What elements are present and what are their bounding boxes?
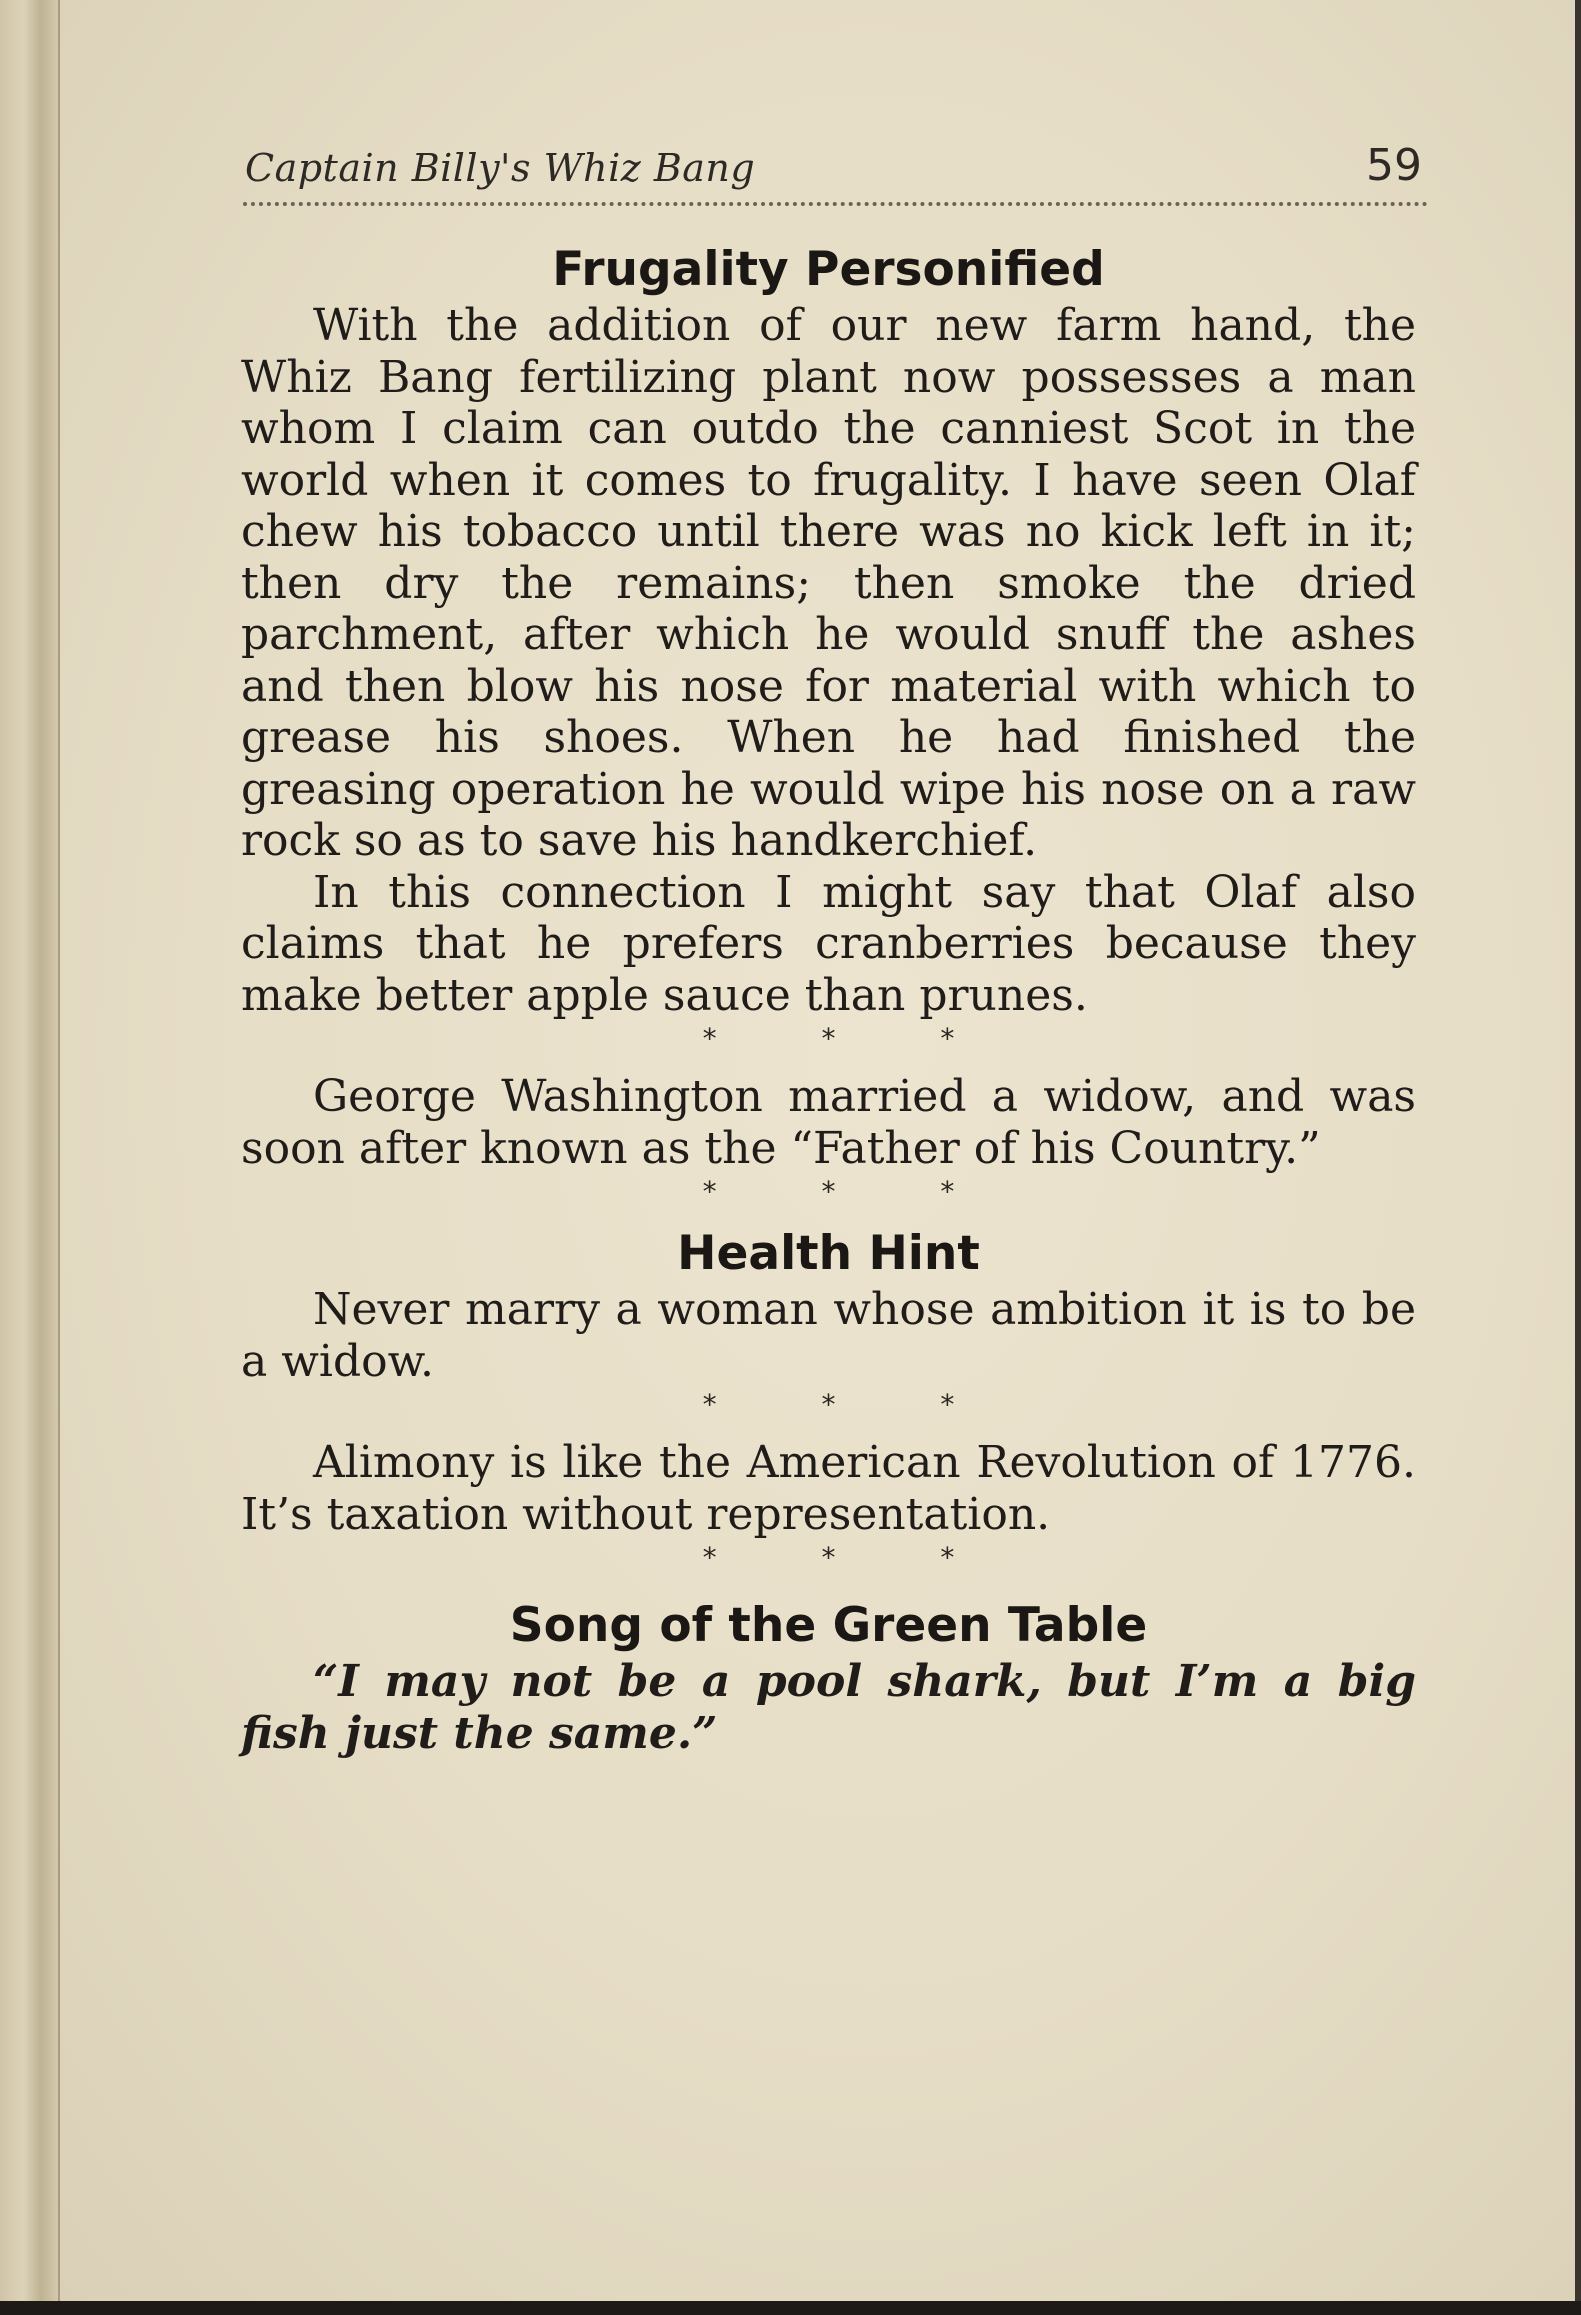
spacer — [241, 1423, 1416, 1437]
spacer — [241, 1576, 1416, 1596]
paragraph-frugality-1: With the addition of our new farm hand, the Whiz Bang fertilizing plant now possesses a man whom I claim can outdo the canniest Scot in the world when it comes to frugality. I have seen Olaf chew his tobacco until there was no kick left in it; then dry the remains; then smoke the dried parchment, after which he would snuff the ashes and then blow his nose for material with which to grease his shoes. When he had finished the greasing operation he would wipe his nose on a raw rock so as to save his handkerchief. — [241, 300, 1416, 866]
running-header — [243, 140, 1428, 206]
page-content — [241, 240, 1416, 1759]
paragraph-alimony: Alimony is like the American Revolution of 1776. It’s taxation without representation. — [241, 1437, 1416, 1540]
separator-stars: * * * — [702, 1388, 1003, 1421]
heading-health-hint: Health Hint — [677, 1226, 980, 1281]
page-bottom-edge — [0, 2301, 1581, 2315]
page-number: 59 — [1366, 140, 1422, 191]
spacer — [241, 1210, 1416, 1224]
paragraph-washington: George Washington married a widow, and was soon after known as the “Father of his Country.” — [241, 1071, 1416, 1174]
heading-frugality-personified: Frugality Personified — [552, 242, 1105, 297]
page-binding — [0, 0, 60, 2315]
paragraph-frugality-2: In this connection I might say that Olaf also claims that he prefers cranberries because they make better apple sauce than prunes. — [241, 866, 1416, 1021]
paragraph-green-table: “I may not be a pool shark, but I’m a big fish just the same.” — [241, 1656, 1416, 1759]
separator-stars: * * * — [702, 1541, 1003, 1574]
spacer — [241, 1057, 1416, 1071]
header-title: Captain Billy's Whiz Bang — [245, 146, 756, 190]
paragraph-health-hint: Never marry a woman whose ambition it is to be a widow. — [241, 1284, 1416, 1387]
separator-stars: * * * — [702, 1175, 1003, 1208]
separator-stars: * * * — [702, 1022, 1003, 1055]
heading-song-green-table: Song of the Green Table — [509, 1598, 1148, 1653]
page-right-edge — [1575, 0, 1581, 2315]
